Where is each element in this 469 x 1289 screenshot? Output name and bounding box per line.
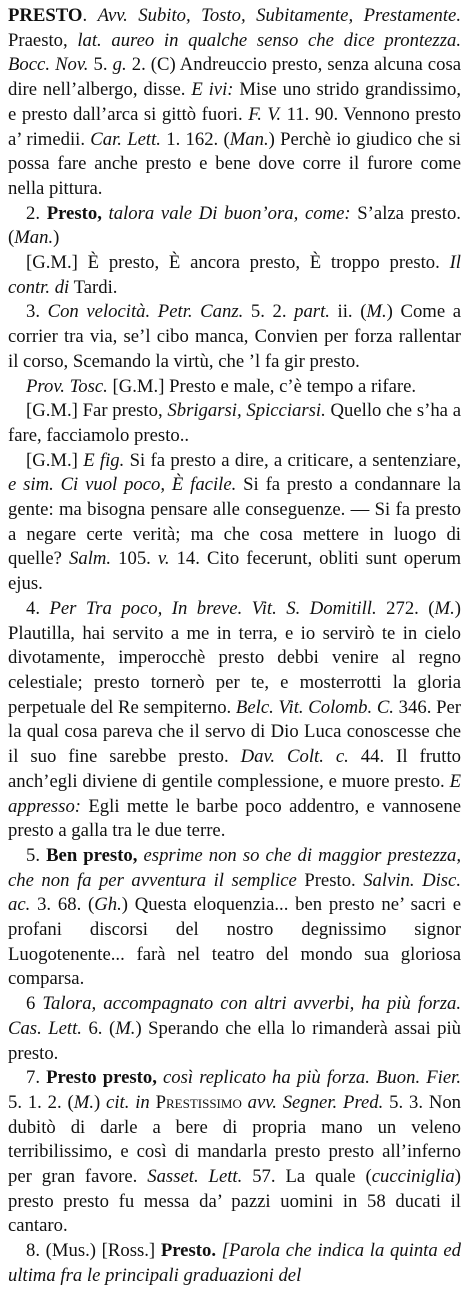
entry-text: 6 [26, 993, 43, 1015]
entry-text: 5. 3. Non dubitò di darle a bere di propria mano un veleno terribilissimo, e così di mandarla presto presto all’inferno per gran favore. [8, 1091, 462, 1188]
entry-text: M. [366, 301, 387, 323]
entry-text: 5. 2. [243, 301, 295, 323]
entry-text: ii. ( [329, 301, 367, 323]
entry-text: [G.M.] [26, 449, 84, 471]
entry-text: Presto. [296, 869, 364, 891]
entry-text: [G.M.] Far presto, [26, 400, 168, 422]
entry-text: avv. Segner. Pred. [247, 1091, 384, 1113]
entry-paragraph [8, 399, 461, 448]
entry-paragraph [8, 844, 461, 992]
entry-text: v. [157, 548, 170, 570]
entry-paragraph [8, 202, 461, 251]
entry-text: e sim. Ci vuol poco, È facile. [8, 474, 237, 496]
entry-text: cit. in [106, 1091, 150, 1113]
entry-paragraph [8, 4, 461, 202]
entry-text: Quello che s’ha a fare, facciamolo presto.. [8, 400, 461, 446]
entry-paragraph [8, 449, 461, 597]
entry-text: 14. Cito fecerunt, obliti sunt operum ejus. [8, 548, 461, 595]
entry-text: Gh. [94, 894, 122, 916]
entry-text: 1. 162. ( [160, 128, 230, 150]
entry-text: Il contr. di [8, 252, 461, 298]
entry-text: Per Tra poco, In breve. Vit. S. Domitill. [49, 597, 377, 619]
entry-text: Si fa presto a condannare la gente: ma bisogna pensare alle conseguenze. — Si fa presto a negare certe verità; ma che cosa mettere in luogo di quelle? [8, 474, 461, 570]
entry-text: Praesto, [8, 29, 78, 51]
entry-text: Egli mette le barbe poco addentro, e vannosene presto a galla tra le due terre. [8, 795, 461, 842]
entry-text: Man. [229, 128, 269, 150]
entry-text: ) [53, 227, 60, 249]
entry-text: 5. 1. 2. ( [8, 1091, 74, 1113]
entry-text: Man. [14, 227, 54, 249]
entry-text: E ivi: [191, 79, 234, 101]
entry-text: 44. Il frutto anch’egli diviene di gentile complessione, e muore presto. [8, 746, 461, 792]
entry-text: S’alza presto. ( [8, 202, 461, 249]
entry-text: ) Questa eloquenzia... ben presto ne’ sacri e profani discorsi del nostro degnissimo signor Luogotenente... farà nel teatro del mondo sua gloriosa comparsa. [8, 894, 461, 990]
entry-text: 7. [26, 1067, 47, 1089]
entry-text: ) Plautilla, hai servito a me in terra, e io servirò te in cielo divotamente, imperocchè presto debbi venire al regno celestiale; presto tornerò per te, e mosterrotti la gloria perpetuale del Re sempiterno. [8, 597, 461, 718]
entry-text: 5. [88, 54, 113, 76]
entry-paragraph [8, 251, 461, 300]
entry-text: 346. Per la qual cosa pareva che il servo di Dio Luca conoscesse che il suo fine sarebbe presto. [8, 696, 461, 768]
entry-text: 3. 68. ( [30, 894, 95, 916]
headword: PRESTO [8, 5, 83, 26]
entry-text: esprime non so che di maggior prestezza, che non fa per avventura il semplice [8, 844, 462, 891]
entry-text: Talora, accompagnato con altri avverbi, ha più forza. Cas. Lett. [8, 993, 461, 1039]
entry-text: ) Come a corrier tra via, se’l cibo manca, Convien per forza rallentar il corso, Scemando la virtù, che ’l fa gir presto. [8, 301, 462, 372]
entry-text: 8. (Mus.) [Ross.] [26, 1240, 161, 1262]
entry-text: Dav. Colt. c. [240, 746, 349, 768]
entry-text: Prestissimo [155, 1091, 242, 1113]
entry-text: 11. 90. Vennono presto a’ rimedii. [8, 103, 461, 150]
entry-text: così replicato ha più forza. Buon. Fier. [156, 1067, 462, 1089]
entry-text: 57. La quale ( [242, 1166, 372, 1188]
entry-paragraph [8, 1066, 461, 1239]
entry-text: Mise uno strido grandissimo, e presto dall’arca si gittò fuori. [8, 79, 461, 125]
headword: Presto presto, [46, 1067, 157, 1089]
entry-text: Avv. Subito, Tosto, Subitamente, Prestamente. [97, 5, 461, 26]
entry-text: M. [434, 597, 455, 619]
entry-text: 4. [26, 597, 50, 619]
entry-text: [Parola che indica la quinta ed ultima fra le principali graduazioni del [8, 1240, 461, 1286]
entry-text: 272. ( [376, 597, 435, 619]
entry-text: M. [115, 1017, 136, 1039]
entry-paragraph [8, 1239, 461, 1288]
entry-text: Con velocità. Petr. Canz. [47, 301, 244, 323]
entry-text: 2. (C) Andreuccio presto, senza alcuna cosa dire nell’albergo, disse. [8, 54, 462, 101]
headword: Presto. [160, 1240, 216, 1262]
entry-text: [G.M.] È presto, È ancora presto, È troppo presto. [26, 252, 450, 274]
entry-text: 2. [26, 202, 47, 224]
entry-text: 105. [111, 548, 158, 570]
entry-text: Belc. Vit. Colomb. C. [235, 696, 394, 718]
entry-text: F. V. [248, 103, 282, 125]
entry-paragraph [8, 597, 461, 844]
entry-text: . [82, 5, 98, 26]
entry-text: lat. aureo in qualche senso che dice prontezza. Bocc. Nov. [8, 29, 461, 76]
entry-text: M. [73, 1091, 94, 1113]
entry-text: talora vale Di buon’ora, come: [101, 202, 351, 224]
entry-text: part. [294, 301, 330, 323]
entry-text: Salvin. Disc. ac. [8, 869, 461, 916]
entry-text: [G.M.] Presto e male, c’è tempo a rifare. [107, 375, 417, 397]
entry-text: cucciniglia [371, 1166, 455, 1188]
entry-text: ) Perchè io giudico che si possa fare anche presto e bene dove corre il furore come nella pittura. [8, 128, 461, 199]
entry-text: 6. ( [81, 1017, 116, 1039]
headword: Presto, [46, 202, 102, 224]
entry-paragraph [8, 300, 461, 374]
entry-text: ) Sperando che ella lo rimanderà assai più presto. [8, 1017, 461, 1064]
entry-text: Tardi. [69, 276, 118, 298]
entry-text: 5. [26, 844, 47, 866]
entry-text: 3. [26, 301, 48, 323]
entry-text: Salm. [69, 548, 112, 570]
entry-text: Sasset. Lett. [147, 1166, 243, 1188]
entry-paragraph [8, 992, 461, 1066]
entry-text: Si fa presto a dire, a criticare, a sentenziare, [124, 449, 461, 471]
entry-text: E fig. [83, 449, 125, 471]
entry-text: ) presto presto fu messa da’ pazzi uomini in 58 ducati il cantaro. [8, 1166, 462, 1237]
entry-text: E appresso: [8, 770, 461, 817]
entry-text: g. [112, 54, 127, 76]
entry-text: Car. Lett. [90, 128, 161, 150]
entry-text: Sbrigarsi, Spicciarsi. [167, 400, 326, 422]
entry-paragraph [8, 375, 461, 400]
headword: Ben presto, [46, 844, 138, 866]
entry-text: ) [94, 1091, 107, 1113]
entry-text: Prov. Tosc. [26, 375, 108, 397]
